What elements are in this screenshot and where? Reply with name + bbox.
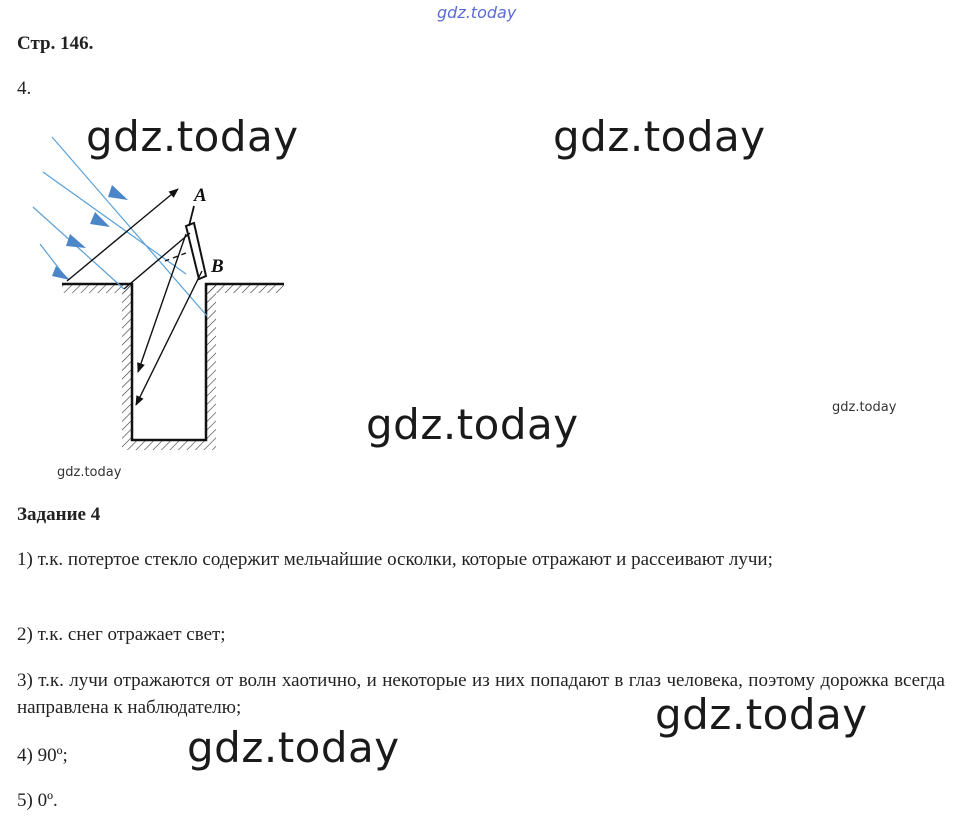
answer-3: 3) т.к. лучи отражаются от волн хаотично, и некоторые из них попадают в глаз человека, поэтому дорожка всегда направлена к наблюдателю; [17, 670, 945, 718]
ground-hatching [62, 284, 284, 450]
watermark-3: gdz.today [366, 400, 579, 449]
reflected-rays [67, 189, 202, 405]
answer-5: 5) 0º. [17, 790, 58, 811]
task-heading: Задание 4 [17, 504, 101, 525]
watermark-6: gdz.today [655, 690, 868, 739]
sun-ray-arrowheads [52, 185, 128, 280]
watermark-top: gdz.today [437, 3, 517, 22]
label-a: A [194, 185, 207, 206]
problem-number: 4. [17, 78, 32, 99]
watermark-7: gdz.today [187, 723, 400, 772]
watermark-1: gdz.today [86, 112, 299, 161]
label-b: B [211, 256, 224, 277]
mirror-plate [186, 223, 206, 279]
well-outline [62, 284, 284, 440]
watermark-2: gdz.today [553, 112, 766, 161]
answer-1: 1) т.к. потертое стекло содержит мельчайшие осколки, которые отражают и рассеивают лучи; [17, 549, 773, 570]
page-title: Стр. 146. [17, 33, 94, 54]
answer-2: 2) т.к. снег отражает свет; [17, 624, 226, 645]
answer-4: 4) 90º; [17, 745, 68, 766]
watermark-5: gdz.today [57, 465, 122, 480]
watermark-4: gdz.today [832, 400, 897, 415]
